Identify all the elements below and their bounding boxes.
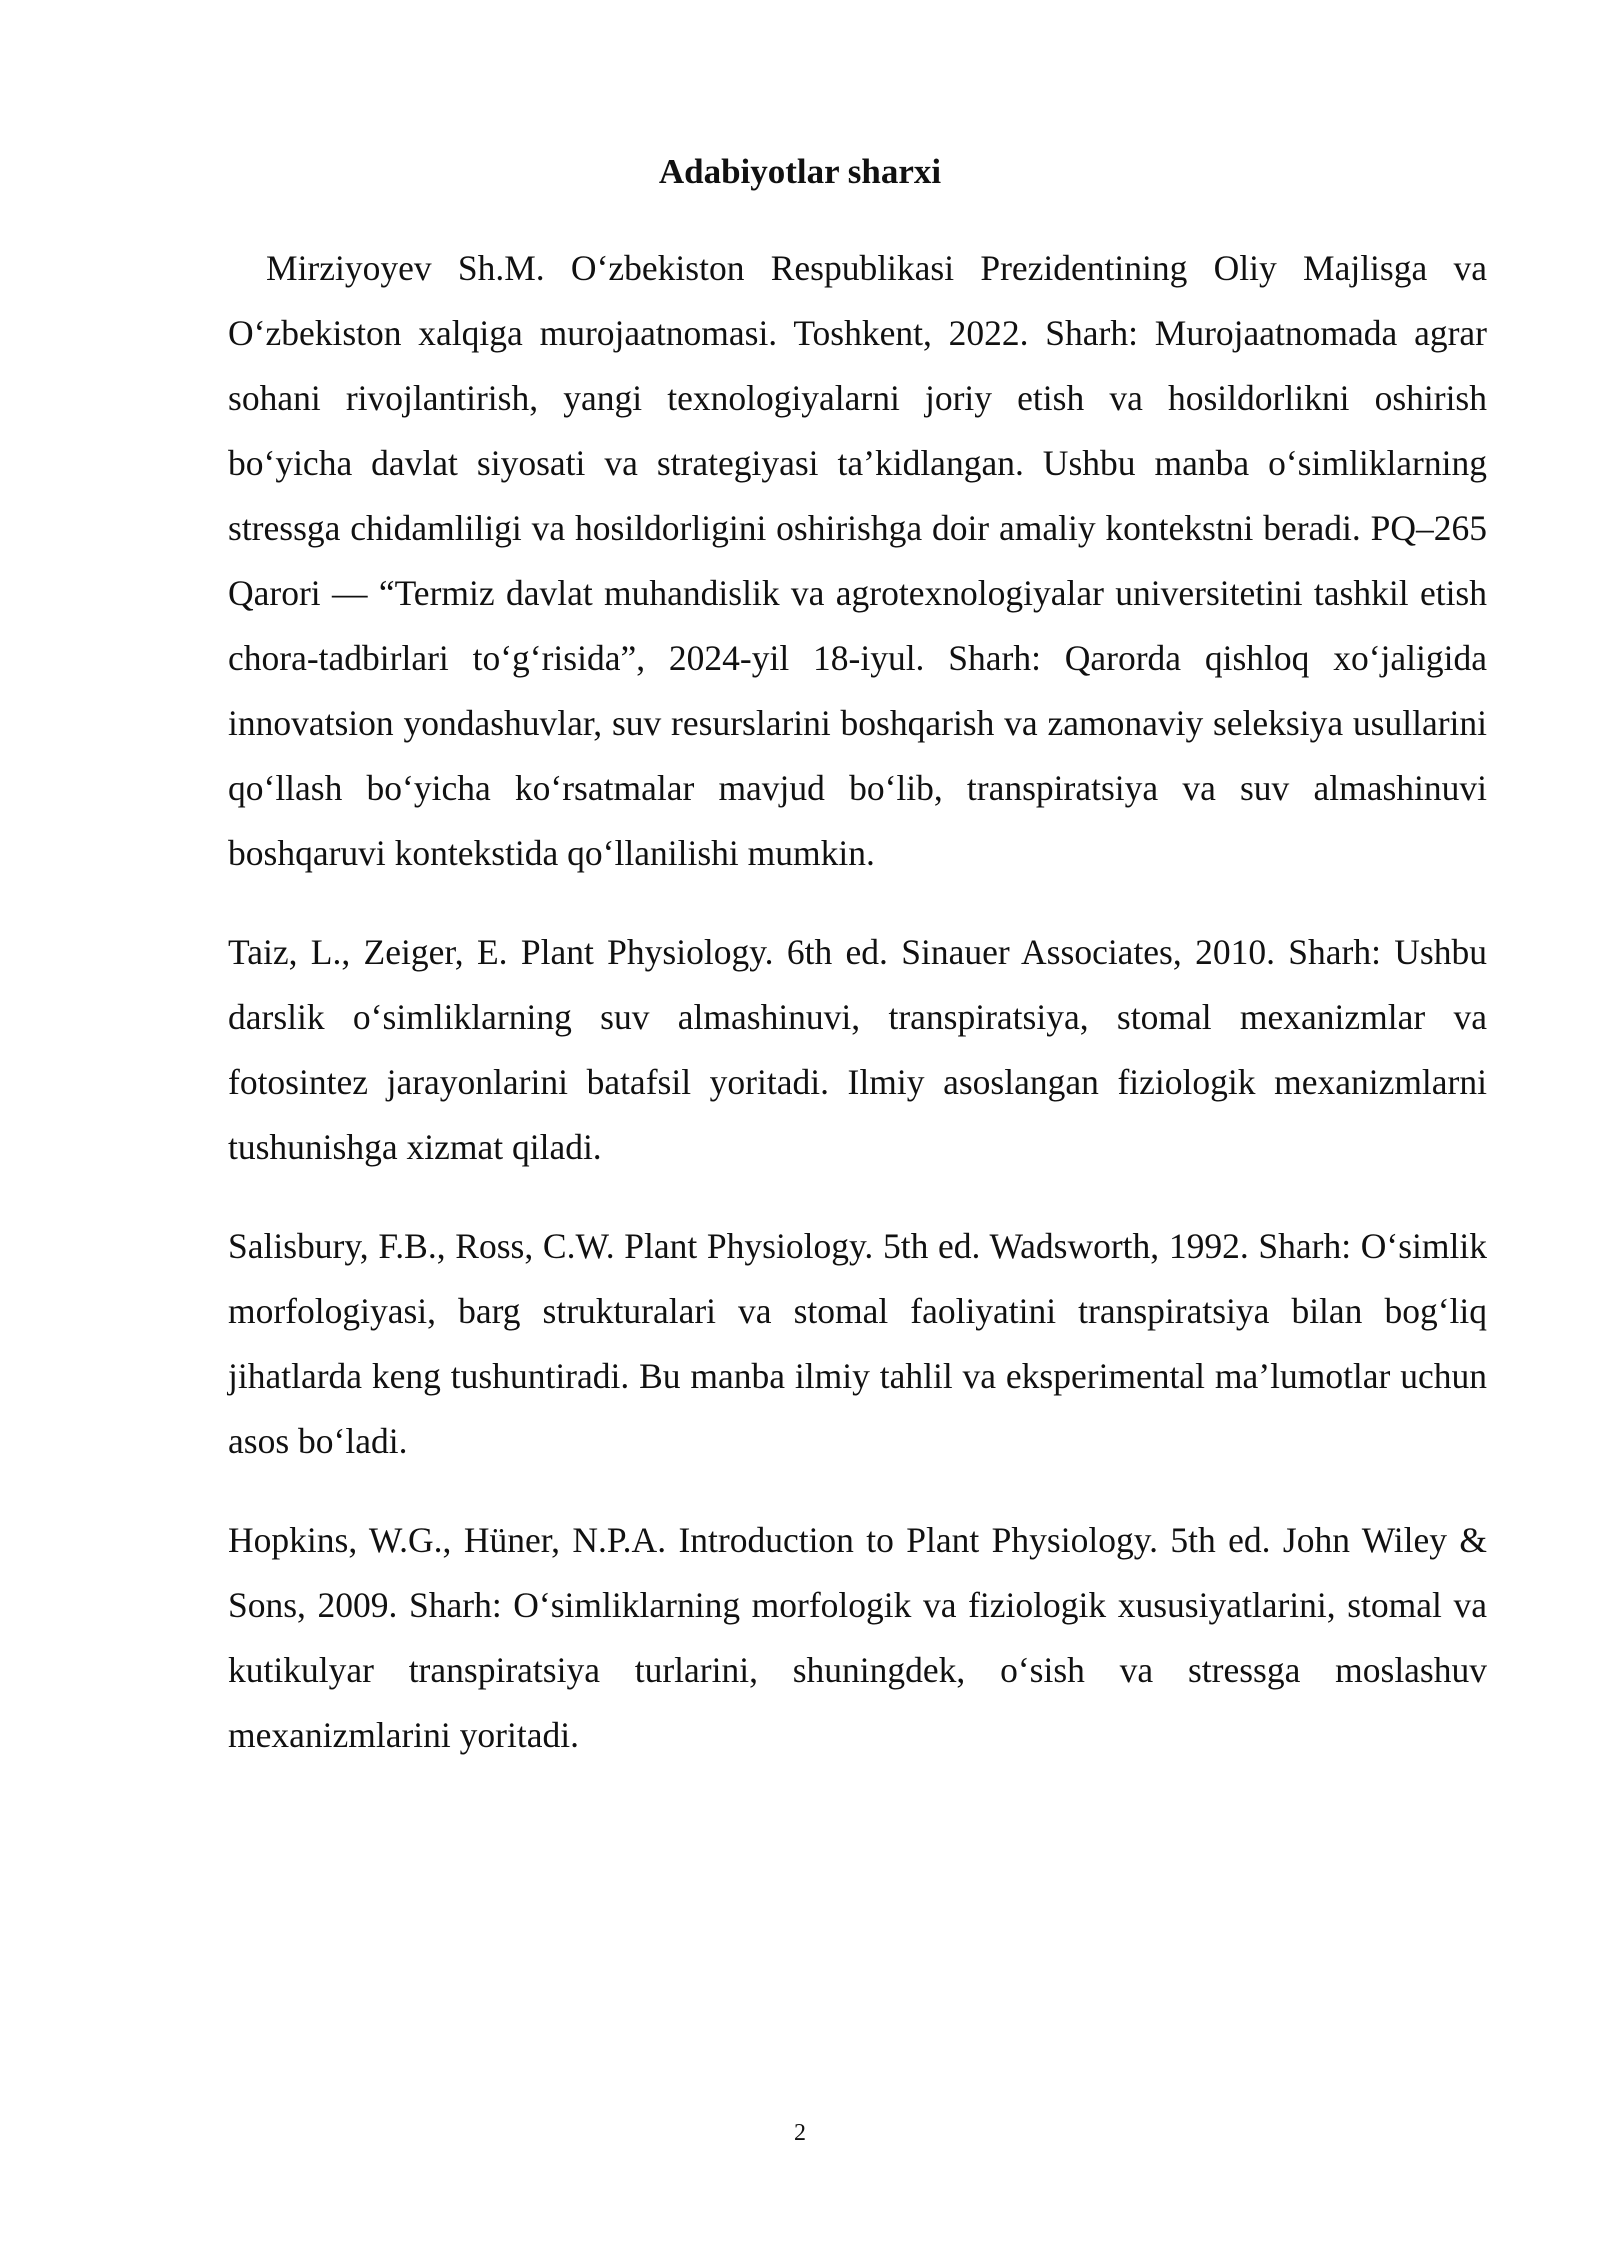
reference-item: Salisbury, F.B., Ross, C.W. Plant Physiology. 5th ed. Wadsworth, 1992. Sharh: O‘simlik morfologiyasi, barg strukturalari va stomal faoliyatini transpiratsiya bilan bog‘liq jihatlarda keng tushuntiradi. Bu manba ilmiy tahlil va eksperimental ma’lumotlar uchun asos bo‘ladi. [228,1226,1487,1461]
reference-list [228,236,1487,1802]
page-title: Adabiyotlar sharxi [658,152,942,191]
page-number: 2 [794,2120,806,2146]
reference-item: Mirziyoyev Sh.M. O‘zbekiston Respublikasi Prezidentining Oliy Majlisga va O‘zbekiston xalqiga murojaatnomasi. Toshkent, 2022. Sharh: Murojaatnomada agrar sohani rivojlantirish, yangi texnologiyalarni joriy etish va hosildorlikni oshirish bo‘yicha davlat siyosati va strategiyasi ta’kidlangan. Ushbu manba o‘simliklarning stressga chidamliligi va hosildorligini oshirishga doir amaliy kontekstni beradi. PQ–265 Qarori — “Termiz davlat muhandislik va agrotexnologiyalar universitetini tashkil etish chora-tadbirlari to‘g‘risida”, 2024-yil 18-iyul. Sharh: Qarorda qishloq xo‘jaligida innovatsion yondashuvlar, suv resurslarini boshqarish va zamonaviy seleksiya usullarini qo‘llash bo‘yicha ko‘rsatmalar mavjud bo‘lib, transpiratsiya va suv almashinuvi boshqaruvi kontekstida qo‘llanilishi mumkin. [228,248,1487,873]
reference-item: Taiz, L., Zeiger, E. Plant Physiology. 6th ed. Sinauer Associates, 2010. Sharh: Ushbu darslik o‘simliklarning suv almashinuvi, transpiratsiya, stomal mexanizmlar va fotosintez jarayonlarini batafsil yoritadi. Ilmiy asoslangan fiziologik mexanizmlarni tushunishga xizmat qiladi. [228,932,1487,1167]
reference-item: Hopkins, W.G., Hüner, N.P.A. Introduction to Plant Physiology. 5th ed. John Wiley & Sons, 2009. Sharh: O‘simliklarning morfologik va fiziologik xususiyatlarini, stomal va kutikulyar transpiratsiya turlarini, shuningdek, o‘sish va stressga moslashuv mexanizmlarini yoritadi. [228,1520,1487,1755]
